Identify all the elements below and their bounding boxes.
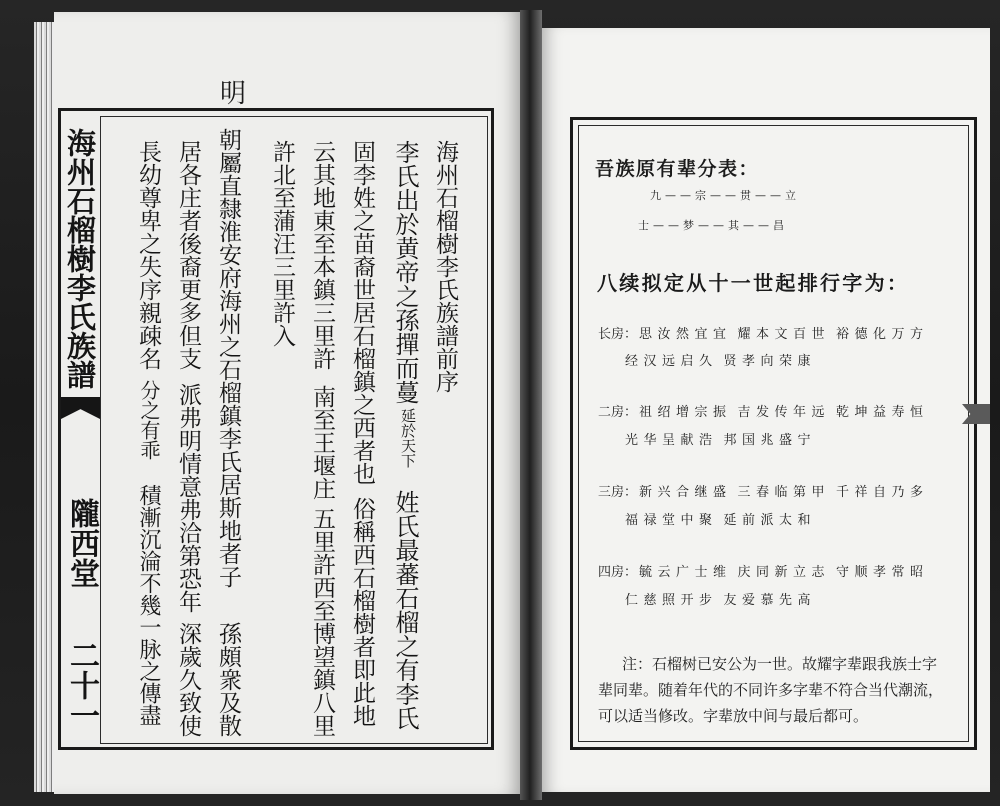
text-segment: 居各庄者後裔更多但支 (175, 140, 201, 370)
note-line: 注：石榴树已安公为一世。故耀字辈跟我族士字 (622, 655, 938, 673)
original-generation-title: 吾族原有辈分表： (595, 158, 760, 180)
generation-group: 福禄堂中聚 (625, 513, 718, 528)
top-mark: 明 (220, 79, 247, 109)
margin-hall-name: 隴西堂 (64, 498, 99, 588)
note-line: 辈同辈。随着年代的不同许多字辈不符合当代潮流， (598, 681, 944, 699)
generation-group: 庆同新立志 (737, 565, 831, 580)
generation-group: 经汉远启久 (625, 354, 718, 369)
generation-group: 祖绍增宗振 (639, 405, 732, 420)
branch-line (625, 354, 822, 370)
text-segment: 孫頗衆及散 (215, 622, 241, 737)
preface-title: 海州石榴樹李氏族譜前序 (432, 140, 458, 393)
page-edge-stack (34, 22, 56, 792)
text-segment: 南至王堰庄 (309, 385, 335, 500)
branch-line (625, 593, 822, 609)
text-segment: 長幼尊卑之失序親疎名 (135, 140, 161, 370)
generation-group: 乾坤益寿恒 (836, 405, 929, 420)
text-segment: 俗稱西石榴樹者即此地 (349, 497, 375, 727)
right-page (542, 28, 990, 792)
book-gutter (520, 10, 542, 800)
generation-group: 守顺孝常昭 (836, 565, 929, 580)
margin-page-number: 二十一 (64, 640, 99, 730)
generation-group: 新兴合继盛 (639, 485, 732, 500)
text-segment: 派弗明情意弗洽第恐年 (175, 383, 201, 613)
text-segment: 李氏出於黄帝之孫撣而蔓 (391, 140, 419, 404)
generation-group: 吉发传年远 (737, 405, 831, 420)
margin-book-title: 海州石榴樹李氏族譜 (63, 128, 97, 389)
original-generation-row: 士——梦——其——昌 (638, 219, 788, 232)
branch-line (598, 565, 935, 581)
branch-label: 四房： (598, 565, 638, 580)
generation-group: 千祥自乃多 (836, 485, 929, 500)
text-segment: 姓氏最蕃石榴之有李氏 (391, 490, 419, 730)
generation-group: 思汝然宜宜 (639, 327, 732, 342)
branch-line (598, 485, 935, 501)
generation-group: 毓云广士维 (639, 565, 732, 580)
generation-group: 光华呈献浩 (625, 433, 718, 448)
generation-group: 三春临第甲 (737, 485, 831, 500)
new-generation-title: 八续拟定从十一世起排行字为： (597, 271, 910, 295)
generation-group: 邦国兆盛宁 (723, 433, 817, 448)
original-generation-row: 九——宗——贯——立 (650, 189, 800, 202)
text-segment: 深歲久致使 (175, 622, 201, 737)
branch-line (625, 433, 822, 449)
text-segment: 云其地東至本鎮三里許 (309, 140, 335, 370)
note-line: 可以适当修改。字辈放中间与最后都可。 (598, 707, 869, 725)
branch-line (598, 327, 935, 343)
text-segment: 固李姓之苗裔世居石榴鎮之西者也 (349, 140, 375, 485)
branch-line (598, 405, 935, 421)
branch-label: 长房： (598, 327, 638, 342)
generation-group: 友爱慕先高 (723, 593, 817, 608)
generation-group: 贤孝向荣康 (723, 354, 817, 369)
branch-line (625, 513, 822, 529)
text-segment: 朝屬直隸淮安府海州之石榴鎮李氏居斯地者子 (215, 128, 241, 588)
generation-group: 延前派太和 (723, 513, 817, 528)
text-segment: 分之有乖 (137, 380, 161, 460)
small-text-segment: 延於天下 (399, 408, 417, 468)
generation-group: 耀本文百世 (737, 327, 831, 342)
text-segment: 許北至蒲汪三里許入 (269, 140, 295, 347)
text-segment: 五里許西至博望鎮八里 (309, 507, 335, 737)
branch-label: 二房： (598, 405, 638, 420)
generation-group: 裕德化万方 (836, 327, 929, 342)
branch-label: 三房： (598, 485, 638, 500)
text-segment: 積漸沉淪不幾一脉之傳盡 (136, 484, 161, 726)
generation-group: 仁慈照开步 (625, 593, 718, 608)
left-page (54, 12, 520, 794)
